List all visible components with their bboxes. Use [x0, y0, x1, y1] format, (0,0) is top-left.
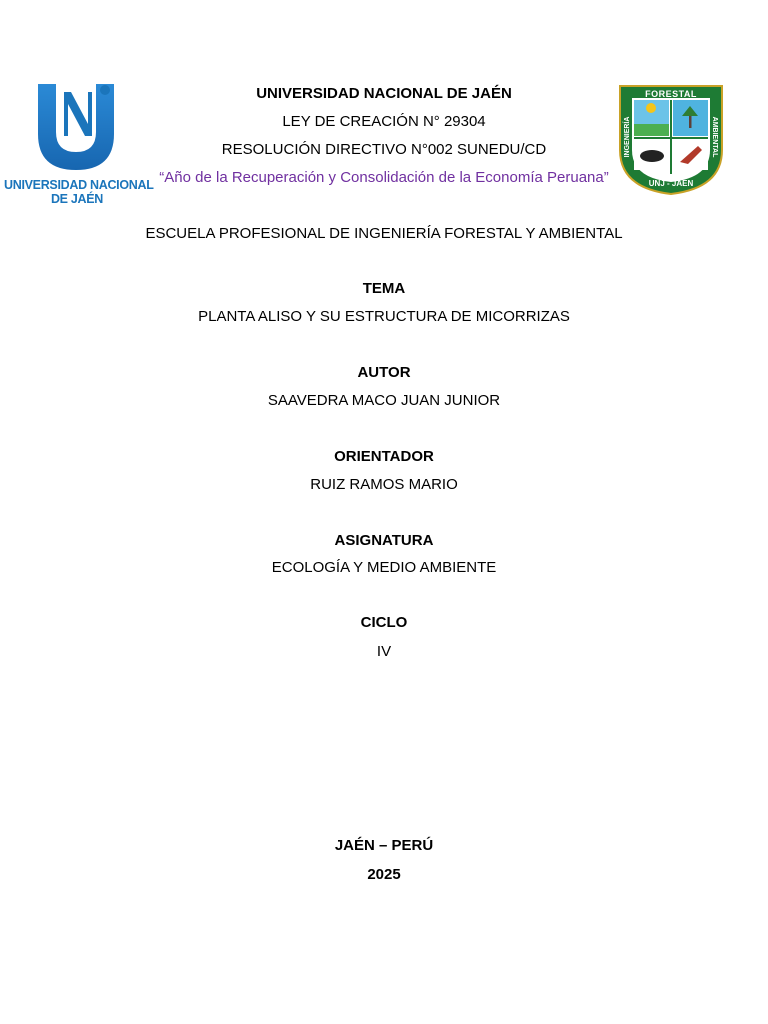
university-name: UNIVERSIDAD NACIONAL DE JAÉN	[256, 85, 512, 102]
orientador-label: ORIENTADOR	[334, 448, 434, 465]
autor-label: AUTOR	[357, 364, 411, 381]
creation-law: LEY DE CREACIÓN N° 29304	[282, 113, 486, 130]
orientador-value: RUIZ RAMOS MARIO	[310, 476, 458, 493]
autor-value: SAAVEDRA MACO JUAN JUNIOR	[267, 392, 501, 409]
shield-text-left: INGENIERÍA	[624, 116, 631, 158]
tema-value: PLANTA ALISO Y SU ESTRUCTURA DE MICORRIZAS	[198, 308, 570, 325]
shield-text-bottom: UNJ - JAEN	[648, 179, 694, 188]
ciclo-value: IV	[376, 643, 392, 660]
unj-logo-text-line2: DE JAÉN	[50, 192, 104, 206]
footer-place: JAÉN – PERÚ	[334, 837, 434, 854]
school-name: ESCUELA PROFESIONAL DE INGENIERÍA FORESTAL Y AMBIENTAL	[145, 225, 623, 242]
year-motto: “Año de la Recuperación y Consolidación de la Economía Peruana”	[159, 169, 609, 186]
shield-text-right: AMBIENTAL	[711, 116, 718, 158]
tema-label: TEMA	[362, 280, 406, 297]
asignatura-value: ECOLOGÍA Y MEDIO AMBIENTE	[271, 559, 497, 576]
ciclo-label: CICLO	[360, 614, 408, 631]
shield-text-top: FORESTAL	[645, 89, 697, 99]
resolution: RESOLUCIÓN DIRECTIVO N°002 SUNEDU/CD	[221, 141, 547, 158]
unj-logo-text-line1: UNIVERSIDAD NACIONAL	[4, 178, 154, 192]
asignatura-label: ASIGNATURA	[334, 532, 434, 549]
footer-year: 2025	[367, 866, 401, 883]
